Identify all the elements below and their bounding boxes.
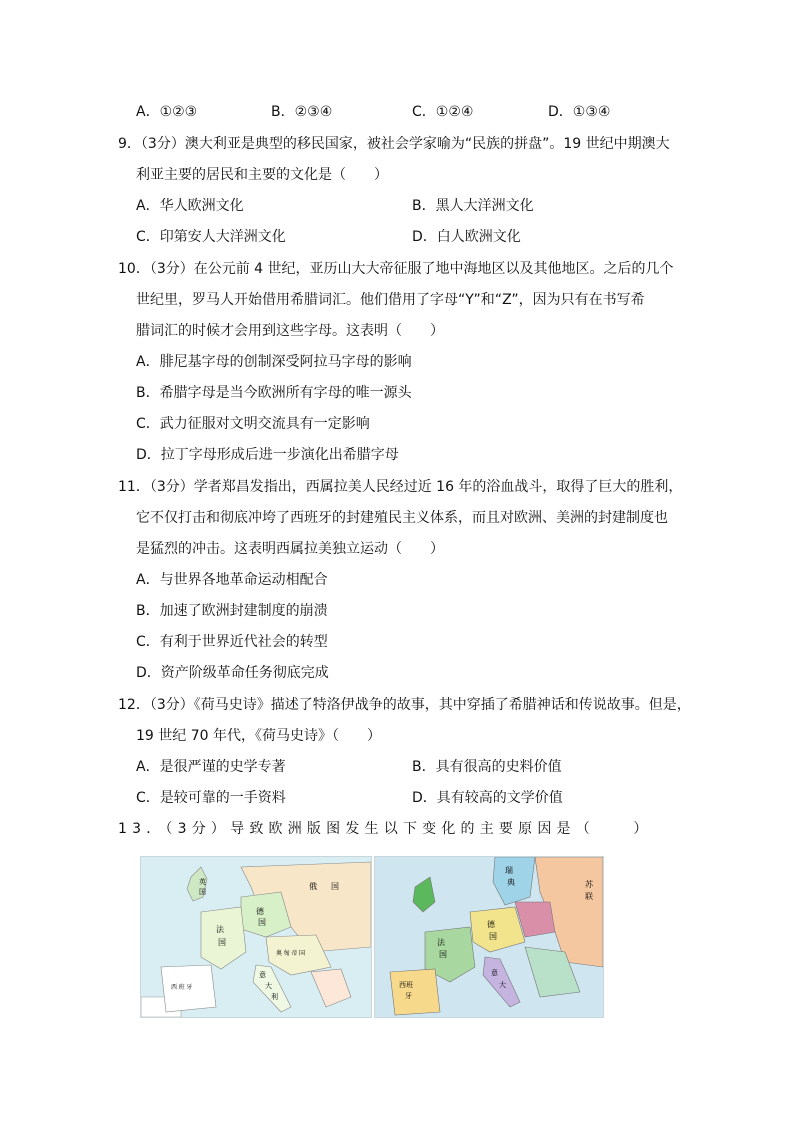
q9-option-b[interactable]: B．黑人大洋洲文化	[412, 198, 534, 214]
map1-label-7: 国	[218, 938, 226, 947]
map2-label-4: 苏	[585, 880, 593, 889]
europe-map-after	[374, 856, 604, 1018]
q9-option-d[interactable]: D．白人欧洲文化	[412, 229, 521, 245]
q10-option-c[interactable]: C．武力征服对文明交流具有一定影响	[136, 416, 370, 432]
q8-option-b[interactable]: B．②③④	[271, 104, 333, 120]
q11-stem-line1: 11．（3分）学者郑昌发指出，西属拉美人民经过近 16 年的浴血战斗，取得了巨大的胜利，	[118, 479, 683, 495]
q10-stem-line2: 世纪里，罗马人开始借用希腊词汇。他们借用了字母“Y”和“Z”，因为只有在书写希	[136, 292, 645, 308]
q9-stem-line1: 9．（3分）澳大利亚是典型的移民国家，被社会学家喻为“民族的拼盘”。19 世纪中期澳大	[118, 136, 670, 152]
q9-option-c[interactable]: C．印第安人大洋洲文化	[136, 229, 286, 245]
map1-label-11: 大	[265, 983, 272, 990]
q9-stem-line2: 利亚主要的居民和主要的文化是（ ）	[136, 167, 388, 183]
europe-map-before-svg	[141, 857, 371, 1017]
map2-label-11: 大	[499, 982, 506, 989]
q10-stem-line3: 腊词汇的时候才会用到这些字母。这表明（ ）	[136, 323, 444, 339]
europe-map-before	[140, 856, 372, 1018]
map2-label-8: 瑞	[505, 866, 513, 875]
map1-label-4: 德	[256, 907, 264, 916]
map2-label-3: 牙	[405, 993, 412, 1000]
map1-label-2: 俄	[309, 882, 317, 891]
map1-label-6: 法	[216, 925, 224, 934]
q13-stem: 13．（3分）导致欧洲版图发生以下变化的主要原因是（ ）	[118, 821, 653, 837]
q10-option-a[interactable]: A．腓尼基字母的创制深受阿拉马字母的影响	[136, 354, 412, 370]
map2-label-7: 国	[489, 932, 497, 941]
q11-option-d[interactable]: D．资产阶级革命任务彻底完成	[136, 665, 329, 681]
map1-label-8: 奥 匈 帝 国	[276, 951, 306, 957]
q8-option-c[interactable]: C．①②④	[412, 104, 474, 120]
map1-label-9: 西 班 牙	[171, 985, 193, 991]
q10-option-d[interactable]: D．拉丁字母形成后进一步演化出希腊字母	[136, 447, 399, 463]
map2-label-6: 德	[487, 920, 495, 929]
spain	[390, 969, 440, 1015]
q11-option-a[interactable]: A．与世界各地革命运动相配合	[136, 572, 328, 588]
q12-option-b[interactable]: B．具有很高的史料价值	[412, 759, 562, 775]
europe-map-after-svg	[375, 857, 603, 1017]
q11-option-c[interactable]: C．有利于世界近代社会的转型	[136, 634, 328, 650]
q11-option-b[interactable]: B．加速了欧洲封建制度的崩溃	[136, 603, 328, 619]
map1-label-1: 国	[199, 889, 206, 896]
map1-label-3: 国	[331, 882, 339, 891]
q10-stem-line1: 10．（3分）在公元前 4 世纪，亚历山大大帝征服了地中海地区以及其他地区。之后的几个	[118, 261, 674, 277]
q12-stem-line1: 12．（3分）《荷马史诗》描述了特洛伊战争的故事，其中穿插了希腊神话和传说故事。但是，	[118, 697, 691, 713]
q10-option-b[interactable]: B．希腊字母是当今欧洲所有字母的唯一源头	[136, 385, 412, 401]
q11-stem-line2: 它不仅打击和彻底冲垮了西班牙的封建殖民主义体系，而且对欧洲、美洲的封建制度也	[136, 510, 668, 526]
map2-label-9: 典	[507, 878, 515, 887]
q9-option-a[interactable]: A．华人欧洲文化	[136, 198, 244, 214]
q11-stem-line3: 是猛烈的冲击。这表明西属拉美独立运动（ ）	[136, 541, 444, 557]
map2-label-0: 法	[437, 938, 445, 947]
map1-label-0: 英	[199, 879, 206, 886]
q12-stem-line2: 19 世纪 70 年代，《荷马史诗》（ ）	[136, 728, 381, 744]
map1-label-5: 国	[258, 918, 266, 927]
map1-label-12: 利	[271, 994, 278, 1001]
q12-option-c[interactable]: C．是较可靠的一手资料	[136, 790, 286, 806]
map2-label-5: 联	[585, 892, 593, 901]
map1-label-10: 意	[259, 972, 266, 979]
q8-option-a[interactable]: A．①②③	[136, 104, 198, 120]
q8-option-d[interactable]: D．①③④	[548, 104, 611, 120]
map2-label-10: 意	[491, 970, 498, 977]
map2-label-2: 西班	[399, 982, 413, 989]
q12-option-d[interactable]: D．具有较高的文学价值	[412, 790, 563, 806]
q12-option-a[interactable]: A．是很严谨的史学专著	[136, 759, 286, 775]
map2-label-1: 国	[439, 950, 447, 959]
